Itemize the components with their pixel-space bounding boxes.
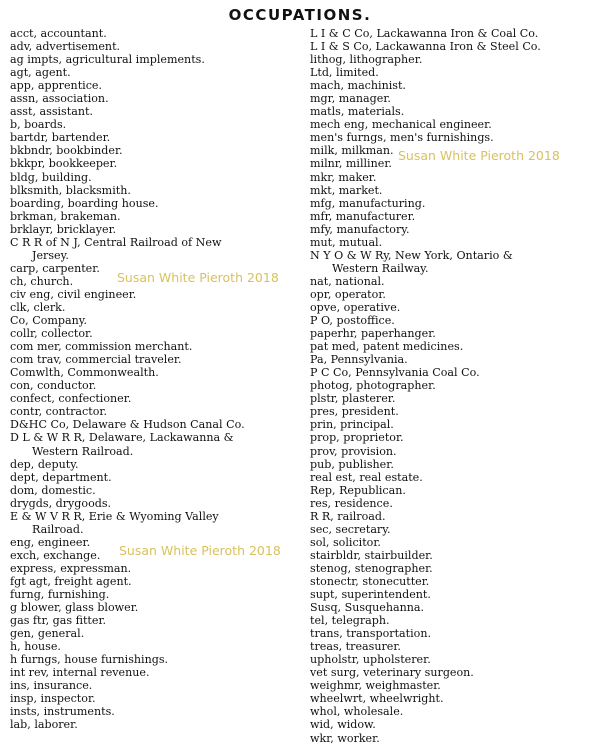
abbreviation-entry: [310, 562, 598, 575]
abbreviation-entry: [310, 718, 598, 731]
entry-text: lithog, lithographer.: [310, 53, 423, 67]
abbreviation-entry: [310, 249, 598, 275]
abbreviation-entry: [10, 614, 306, 627]
abbreviation-entry: [10, 327, 306, 340]
abbreviation-entry: [310, 692, 598, 705]
abbreviation-entry: [310, 118, 598, 131]
abbreviation-entry: [310, 66, 598, 79]
abbreviation-entry: [10, 66, 306, 79]
left-column: [10, 27, 306, 732]
abbreviation-entry: [310, 27, 598, 40]
entry-text: prin, principal.: [310, 418, 394, 432]
abbreviation-entry: [310, 301, 598, 314]
entry-text: mgr, manager.: [310, 92, 391, 106]
entry-text: pub, publisher.: [310, 457, 394, 471]
abbreviation-entry: [310, 366, 598, 379]
entry-text: ag impts, agricultural implements.: [10, 53, 205, 67]
entry-text: insts, instruments.: [10, 705, 115, 719]
entry-text: wid, widow.: [310, 718, 376, 732]
entry-text: milnr, milliner.: [310, 157, 392, 171]
entry-text: blksmith, blacksmith.: [10, 183, 131, 197]
entry-text: carp, carpenter.: [10, 261, 100, 275]
entry-text: mfy, manufactory.: [310, 222, 410, 236]
abbreviation-entry: [310, 223, 598, 236]
entry-text: prov, provision.: [310, 444, 397, 458]
entry-text: ins, insurance.: [10, 679, 93, 693]
entry-text: E & W V R R, Erie & Wyoming Valley: [10, 509, 219, 523]
abbreviation-entry: [310, 458, 598, 471]
entry-text: photog, photographer.: [310, 379, 436, 393]
abbreviation-entry: [10, 27, 306, 40]
entry-text: boarding, boarding house.: [10, 196, 159, 210]
abbreviation-entry: [310, 314, 598, 327]
entry-text: Comwlth, Commonwealth.: [10, 366, 159, 380]
entry-text: nat, national.: [310, 274, 385, 288]
abbreviation-entry: [10, 601, 306, 614]
entry-text: Susq, Susquehanna.: [310, 601, 425, 615]
abbreviation-entry: [10, 405, 306, 418]
entry-text: Ltd, limited.: [310, 66, 379, 80]
abbreviation-entry: [10, 588, 306, 601]
entry-text: furng, furnishing.: [10, 588, 110, 602]
entry-text: g blower, glass blower.: [10, 601, 139, 615]
entry-text: mkt, market.: [310, 183, 383, 197]
entry-text: P C Co, Pennsylvania Coal Co.: [310, 366, 480, 380]
abbreviation-entry: [10, 223, 306, 236]
entry-text: clk, clerk.: [10, 300, 66, 314]
entry-text: L I & S Co, Lackawanna Iron & Steel Co.: [310, 40, 541, 54]
abbreviation-entry: [10, 627, 306, 640]
watermark: Susan White Pieroth 2018: [119, 543, 281, 558]
abbreviation-entry: [10, 105, 306, 118]
abbreviation-entry: [310, 431, 598, 444]
entry-text: wheelwrt, wheelwright.: [310, 692, 444, 706]
abbreviation-entry: [10, 236, 306, 262]
watermark: Susan White Pieroth 2018: [398, 148, 560, 163]
abbreviation-entry: [10, 640, 306, 653]
entry-text: exch, exchange.: [10, 548, 101, 562]
entry-text: gen, general.: [10, 627, 85, 641]
abbreviation-entry: [10, 288, 306, 301]
entry-text: res, residence.: [310, 496, 393, 510]
entry-text: sec, secretary.: [310, 522, 391, 536]
abbreviation-entry: [10, 118, 306, 131]
abbreviation-entry: [10, 53, 306, 66]
entry-text: int rev, internal revenue.: [10, 666, 150, 680]
abbreviation-entry: [10, 471, 306, 484]
abbreviation-entry: [310, 705, 598, 718]
entry-text: dom, domestic.: [10, 483, 96, 497]
entry-text: tel, telegraph.: [310, 614, 390, 628]
abbreviation-entry: [10, 131, 306, 144]
abbreviation-entry: [10, 705, 306, 718]
entry-text: b, boards.: [10, 118, 67, 132]
abbreviation-entry: [310, 471, 598, 484]
abbreviation-entry: [310, 666, 598, 679]
entry-text: pat med, patent medicines.: [310, 340, 464, 354]
abbreviation-entry: [310, 405, 598, 418]
abbreviation-entry: [310, 484, 598, 497]
entry-text: gas ftr, gas fitter.: [10, 614, 107, 628]
abbreviation-entry: [310, 640, 598, 653]
abbreviation-entry: [310, 210, 598, 223]
abbreviation-entry: [10, 314, 306, 327]
abbreviation-entry: [310, 523, 598, 536]
entry-text: drygds, drygoods.: [10, 496, 112, 510]
entry-text: mfg, manufacturing.: [310, 196, 426, 210]
entry-text: stairbldr, stairbuilder.: [310, 548, 433, 562]
entry-text: com trav, commercial traveler.: [10, 353, 182, 367]
abbreviation-entry: [10, 497, 306, 510]
abbreviation-entry: [310, 418, 598, 431]
abbreviation-entry: [310, 53, 598, 66]
abbreviation-entry: [10, 575, 306, 588]
entry-text: Pa, Pennsylvania.: [310, 353, 408, 367]
entry-text: opr, operator.: [310, 287, 386, 301]
abbreviation-entry: [310, 92, 598, 105]
entry-text: weighmr, weighmaster.: [310, 679, 441, 693]
entry-text: insp, inspector.: [10, 692, 96, 706]
entry-text: milk, milkman.: [310, 144, 394, 158]
entry-text: acct, accountant.: [10, 27, 107, 40]
entry-text: L I & C Co, Lackawanna Iron & Coal Co.: [310, 27, 539, 40]
abbreviation-entry: [310, 679, 598, 692]
entry-text: express, expressman.: [10, 561, 132, 575]
abbreviation-entry: [10, 301, 306, 314]
entry-text: D&HC Co, Delaware & Hudson Canal Co.: [10, 418, 245, 432]
abbreviation-entry: [10, 718, 306, 731]
entry-continuation: Railroad.: [32, 522, 84, 536]
abbreviation-entry: [10, 392, 306, 405]
entry-text: C R R of N J, Central Railroad of New: [10, 235, 222, 249]
entry-text: con, conductor.: [10, 379, 97, 393]
abbreviation-entry: [10, 171, 306, 184]
abbreviation-entry: [310, 353, 598, 366]
entry-text: fgt agt, freight agent.: [10, 574, 132, 588]
entry-text: dep, deputy.: [10, 457, 79, 471]
entry-text: sol, solicitor.: [310, 535, 381, 549]
abbreviation-entry: [310, 510, 598, 523]
entry-text: treas, treasurer.: [310, 640, 401, 654]
abbreviation-entry: [10, 431, 306, 457]
abbreviation-entry: [310, 497, 598, 510]
abbreviation-entry: [310, 197, 598, 210]
entry-text: matls, materials.: [310, 105, 405, 119]
abbreviation-entry: [10, 144, 306, 157]
page-title: OCCUPATIONS.: [228, 6, 372, 24]
abbreviation-entry: [310, 236, 598, 249]
entry-text: mut, mutual.: [310, 235, 383, 249]
entry-text: D L & W R R, Delaware, Lackawanna &: [10, 431, 234, 445]
abbreviation-entry: [310, 340, 598, 353]
abbreviation-entry: [10, 157, 306, 170]
entry-text: men's furngs, men's furnishings.: [310, 131, 494, 145]
entry-text: eng, engineer.: [10, 535, 91, 549]
entry-text: collr, collector.: [10, 327, 93, 341]
abbreviation-entry: [10, 653, 306, 666]
abbreviation-entry: [310, 105, 598, 118]
entry-text: mach, machinist.: [310, 79, 406, 93]
entry-text: plstr, plasterer.: [310, 392, 396, 406]
entry-text: h, house.: [10, 640, 61, 654]
abbreviation-entry: [10, 40, 306, 53]
entry-text: bkbndr, bookbinder.: [10, 144, 123, 158]
abbreviation-entry: [310, 627, 598, 640]
abbreviation-entry: [310, 614, 598, 627]
entry-text: confect, confectioner.: [10, 392, 132, 406]
entry-text: app, apprentice.: [10, 79, 103, 93]
abbreviation-entry: [310, 732, 598, 745]
entry-continuation: Western Railroad.: [32, 444, 134, 458]
entry-text: Rep, Republican.: [310, 483, 406, 497]
entry-text: P O, postoffice.: [310, 314, 395, 328]
abbreviation-entry: [10, 340, 306, 353]
abbreviation-entry: [310, 379, 598, 392]
abbreviation-entry: [10, 197, 306, 210]
entry-continuation: Jersey.: [32, 248, 69, 262]
entry-text: mkr, maker.: [310, 170, 377, 184]
entry-text: agt, agent.: [10, 66, 71, 80]
entry-text: civ eng, civil engineer.: [10, 287, 137, 301]
abbreviation-entry: [10, 366, 306, 379]
abbreviation-entry: [310, 588, 598, 601]
entry-text: brklayr, bricklayer.: [10, 222, 117, 236]
entry-text: supt, superintendent.: [310, 588, 431, 602]
abbreviation-entry: [10, 692, 306, 705]
entry-text: paperhr, paperhanger.: [310, 327, 436, 341]
abbreviation-entry: [310, 536, 598, 549]
abbreviation-entry: [10, 458, 306, 471]
abbreviation-entry: [10, 510, 306, 536]
entry-text: mech eng, mechanical engineer.: [310, 118, 492, 132]
entry-text: brkman, brakeman.: [10, 209, 121, 223]
abbreviation-entry: [10, 679, 306, 692]
entry-text: R R, railroad.: [310, 509, 386, 523]
entry-text: vet surg, veterinary surgeon.: [310, 666, 474, 680]
abbreviation-entry: [310, 288, 598, 301]
entry-text: opve, operative.: [310, 300, 401, 314]
entry-text: bkkpr, bookkeeper.: [10, 157, 118, 171]
entry-text: stenog, stenographer.: [310, 561, 433, 575]
entry-text: lab, laborer.: [10, 718, 78, 732]
entry-text: trans, transportation.: [310, 627, 431, 641]
abbreviation-entry: [10, 353, 306, 366]
entry-text: asst, assistant.: [10, 105, 93, 119]
entry-text: bldg, building.: [10, 170, 92, 184]
entry-text: ch, church.: [10, 274, 74, 288]
entry-text: whol, wholesale.: [310, 705, 404, 719]
entry-text: prop, proprietor.: [310, 431, 404, 445]
entry-text: Co, Company.: [10, 314, 88, 328]
abbreviation-entry: [310, 392, 598, 405]
entry-text: mfr, manufacturer.: [310, 209, 416, 223]
abbreviation-entry: [10, 418, 306, 431]
abbreviation-entry: [310, 445, 598, 458]
entry-text: dept, department.: [10, 470, 112, 484]
abbreviation-entry: [10, 666, 306, 679]
abbreviation-entry: [10, 92, 306, 105]
abbreviation-entry: [310, 171, 598, 184]
abbreviation-entry: [310, 601, 598, 614]
entry-text: pres, president.: [310, 405, 399, 419]
entry-text: wkr, worker.: [310, 731, 380, 745]
abbreviation-entry: [10, 210, 306, 223]
entry-text: real est, real estate.: [310, 470, 423, 484]
abbreviation-entry: [310, 131, 598, 144]
abbreviation-entry: [10, 562, 306, 575]
entry-text: stonectr, stonecutter.: [310, 574, 430, 588]
entry-text: adv, advertisement.: [10, 40, 121, 54]
entry-continuation: Western Railway.: [332, 261, 429, 275]
entry-text: upholstr, upholsterer.: [310, 653, 431, 667]
abbreviation-entry: [10, 484, 306, 497]
entry-text: contr, contractor.: [10, 405, 108, 419]
entry-text: h furngs, house furnishings.: [10, 653, 169, 667]
entry-text: N Y O & W Ry, New York, Ontario &: [310, 248, 513, 262]
entry-text: assn, association.: [10, 92, 109, 106]
abbreviation-entry: [310, 79, 598, 92]
watermark: Susan White Pieroth 2018: [117, 270, 279, 285]
abbreviation-entry: [310, 653, 598, 666]
abbreviation-entry: [310, 275, 598, 288]
abbreviation-entry: [310, 184, 598, 197]
entry-text: com mer, commission merchant.: [10, 340, 193, 354]
right-column: [310, 27, 598, 745]
abbreviation-entry: [310, 40, 598, 53]
abbreviation-entry: [10, 379, 306, 392]
abbreviation-entry: [310, 549, 598, 562]
abbreviation-entry: [310, 575, 598, 588]
abbreviation-entry: [310, 327, 598, 340]
abbreviation-entry: [10, 184, 306, 197]
entry-text: bartdr, bartender.: [10, 131, 111, 145]
abbreviation-entry: [10, 79, 306, 92]
